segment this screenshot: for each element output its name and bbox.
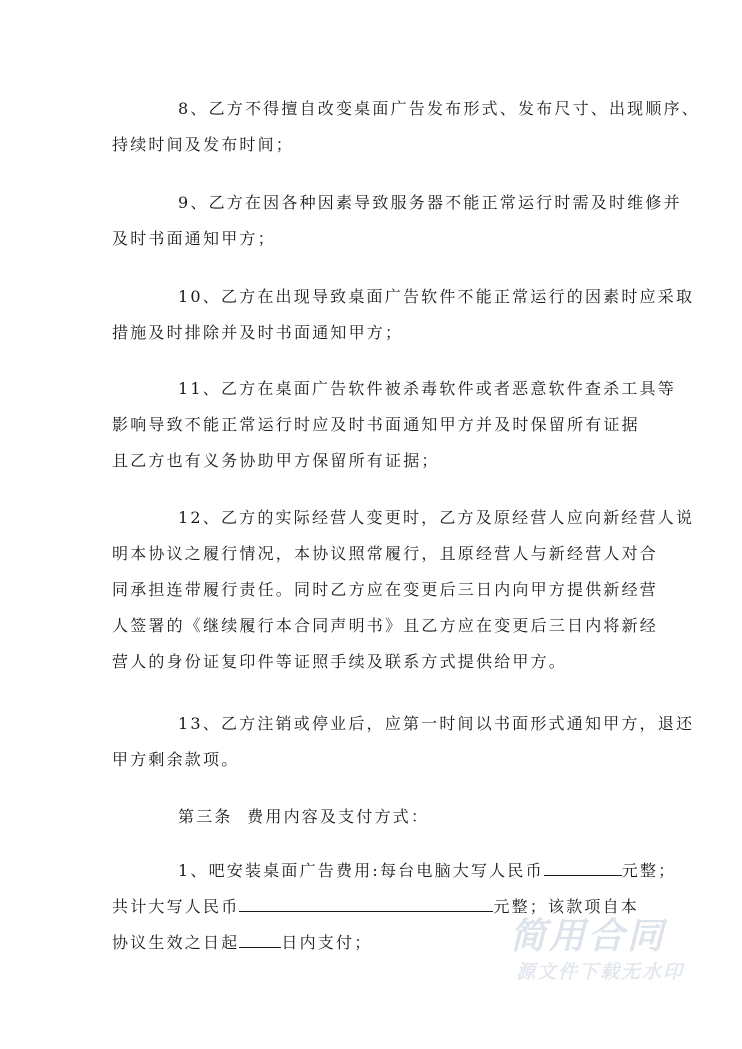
clause-8-line-2: 持续时间及发布时间；	[112, 135, 295, 154]
watermark-title: 简用合同	[510, 916, 667, 957]
clause-12-line-5: 营人的身份证复印件等证照手续及联系方式提供给甲方。	[112, 652, 568, 671]
clause-12	[112, 500, 695, 680]
fee-line-2-text-b: 元整；该款项自本	[493, 897, 640, 916]
clause-13	[112, 706, 695, 778]
clause-9-line-1: 9、乙方在因各种因素导致服务器不能正常运行时需及时维修并	[178, 193, 682, 212]
clause-11-line-3: 且乙方也有义务协助甲方保留所有证据；	[112, 451, 440, 470]
clause-12-line-3: 同承担连带履行责任。同时乙方应在变更后三日内向甲方提供新经营	[112, 580, 659, 599]
clause-12-line-2: 明本协议之履行情况，本协议照常履行，且原经营人与新经营人对合	[112, 544, 659, 563]
clause-11	[112, 371, 676, 479]
clause-11-line-1: 11、乙方在桌面广告软件被杀毒软件或者恶意软件查杀工具等	[178, 379, 676, 398]
fee-line-3-text-b: 日内支付；	[281, 933, 373, 952]
fee-line-3-text-a: 协议生效之日起	[112, 933, 240, 952]
clause-10-line-1: 10、乙方在出现导致桌面广告软件不能正常运行的因素时应采取	[178, 287, 695, 306]
watermark-subtitle: 源文件下载无水印	[516, 961, 685, 983]
fee-clause-1-line-1	[112, 853, 677, 889]
fee-clause-1-line-3	[80, 925, 632, 961]
clause-13-line-1: 13、乙方注销或停业后，应第一时间以书面形式通知甲方，退还	[178, 714, 695, 733]
clause-10-line-2: 措施及时排除并及时书面通知甲方；	[112, 323, 404, 342]
fee-line-1-text-a: 1、吧安装桌面广告费用:每台电脑大写人民币	[178, 861, 544, 880]
fee-line-1-text-b: 元整；	[621, 861, 677, 880]
fee-line-2-text-a: 共计大写人民币	[112, 897, 240, 916]
clause-12-line-1: 12、乙方的实际经营人变更时，乙方及原经营人应向新经营人说	[178, 508, 695, 527]
clause-8	[112, 91, 700, 163]
section-3-title: 第三条 费用内容及支付方式：	[178, 807, 430, 826]
section-3-heading	[112, 799, 632, 835]
clause-11-line-2: 影响导致不能正常运行时应及时书面通知甲方并及时保留所有证据	[112, 415, 640, 434]
clause-9	[112, 185, 682, 257]
clause-9-line-2: 及时书面通知甲方；	[112, 229, 276, 248]
clause-8-line-1: 8、乙方不得擅自改变桌面广告发布形式、发布尺寸、出现顺序、	[178, 99, 700, 118]
fee-clause-1	[112, 853, 677, 961]
clause-13-line-2: 甲方剩余款项。	[112, 750, 240, 769]
fee-clause-1-line-2	[80, 889, 640, 925]
clause-10	[112, 279, 695, 351]
clause-12-line-4: 人签署的《继续履行本合同声明书》且乙方应在变更后三日内将新经	[112, 616, 659, 635]
per-computer-amount-blank[interactable]	[544, 857, 622, 876]
payment-days-blank[interactable]	[239, 929, 281, 948]
total-amount-blank[interactable]	[239, 893, 493, 912]
